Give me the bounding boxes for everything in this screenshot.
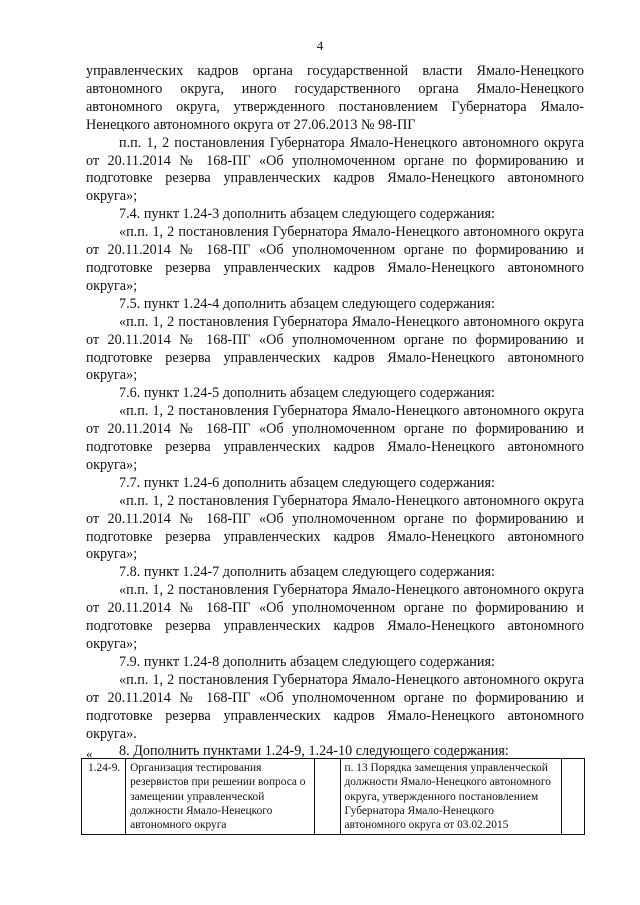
- paragraph: 7.9. пункт 1.24-8 дополнить абзацем следующего содержания:: [119, 653, 495, 670]
- legal-basis-cell: п. 13 Порядка замещения управленческой должности Ямало-Ненецкого автономного округа, утвержденного постановлением Губернатора Ямало-Ненецкого автономного округа от 03.02.2015: [340, 759, 561, 835]
- page-number: 4: [316, 38, 324, 53]
- paragraph: 7.6. пункт 1.24-5 дополнить абзацем следующего содержания:: [119, 385, 495, 402]
- item-number-cell: 1.24-9.: [82, 759, 126, 835]
- amendment-table: [81, 758, 585, 835]
- item-name-cell: Организация тестирования резервистов при решении вопроса о замещении управленческой должности Ямало-Ненецкого автономного округа: [126, 759, 315, 835]
- paragraph: 7.5. пункт 1.24-4 дополнить абзацем следующего содержания:: [119, 295, 495, 312]
- paragraph: «п.п. 1, 2 постановления Губернатора Ямало-Ненецкого автономного округа от 20.11.2014 № 168-ПГ «Об уполномоченном органе по формированию и подготовке резерва управленческих кадров Ямало-Ненецкого автономного округа».: [86, 671, 584, 742]
- empty-cell: [561, 759, 584, 835]
- document-body: [86, 63, 584, 761]
- paragraph: «п.п. 1, 2 постановления Губернатора Ямало-Ненецкого автономного округа от 20.11.2014 № 168-ПГ «Об уполномоченном органе по формированию и подготовке резерва управленческих кадров Ямало-Ненецкого автономного округа»;: [86, 313, 584, 384]
- paragraph: управленческих кадров органа государственной власти Ямало-Ненецкого автономного округа, иного государственного органа Ямало-Ненецкого автономного округа, утвержденного постановлением Губернатора Ямало-Ненецкого автономного округа от 27.06.2013 № 98-ПГ: [86, 63, 584, 133]
- paragraph: 7.8. пункт 1.24-7 дополнить абзацем следующего содержания:: [119, 564, 495, 581]
- opening-quote-mark: «: [86, 746, 93, 761]
- paragraph: «п.п. 1, 2 постановления Губернатора Ямало-Ненецкого автономного округа от 20.11.2014 № 168-ПГ «Об уполномоченном органе по формированию и подготовке резерва управленческих кадров Ямало-Ненецкого автономного округа»;: [86, 492, 584, 563]
- paragraph: «п.п. 1, 2 постановления Губернатора Ямало-Ненецкого автономного округа от 20.11.2014 № 168-ПГ «Об уполномоченном органе по формированию и подготовке резерва управленческих кадров Ямало-Ненецкого автономного округа»;: [86, 224, 584, 294]
- empty-cell: [315, 759, 340, 835]
- paragraph: «п.п. 1, 2 постановления Губернатора Ямало-Ненецкого автономного округа от 20.11.2014 № 168-ПГ «Об уполномоченном органе по формированию и подготовке резерва управленческих кадров Ямало-Ненецкого автономного округа»;: [86, 582, 584, 652]
- table-row: [82, 759, 585, 835]
- paragraph: 7.4. пункт 1.24-3 дополнить абзацем следующего содержания:: [119, 206, 495, 223]
- paragraph: 7.7. пункт 1.24-6 дополнить абзацем следующего содержания:: [119, 474, 495, 491]
- paragraph: п.п. 1, 2 постановления Губернатора Ямало-Ненецкого автономного округа от 20.11.2014 № 168-ПГ «Об уполномоченном органе по формированию и подготовке резерва управленческих кадров Ямало-Ненецкого автономного округа»;: [86, 134, 584, 205]
- paragraph: 8. Дополнить пунктами 1.24-9, 1.24-10 следующего содержания:: [119, 743, 509, 760]
- paragraph: «п.п. 1, 2 постановления Губернатора Ямало-Ненецкого автономного округа от 20.11.2014 № 168-ПГ «Об уполномоченном органе по формированию и подготовке резерва управленческих кадров Ямало-Ненецкого автономного округа»;: [86, 403, 584, 473]
